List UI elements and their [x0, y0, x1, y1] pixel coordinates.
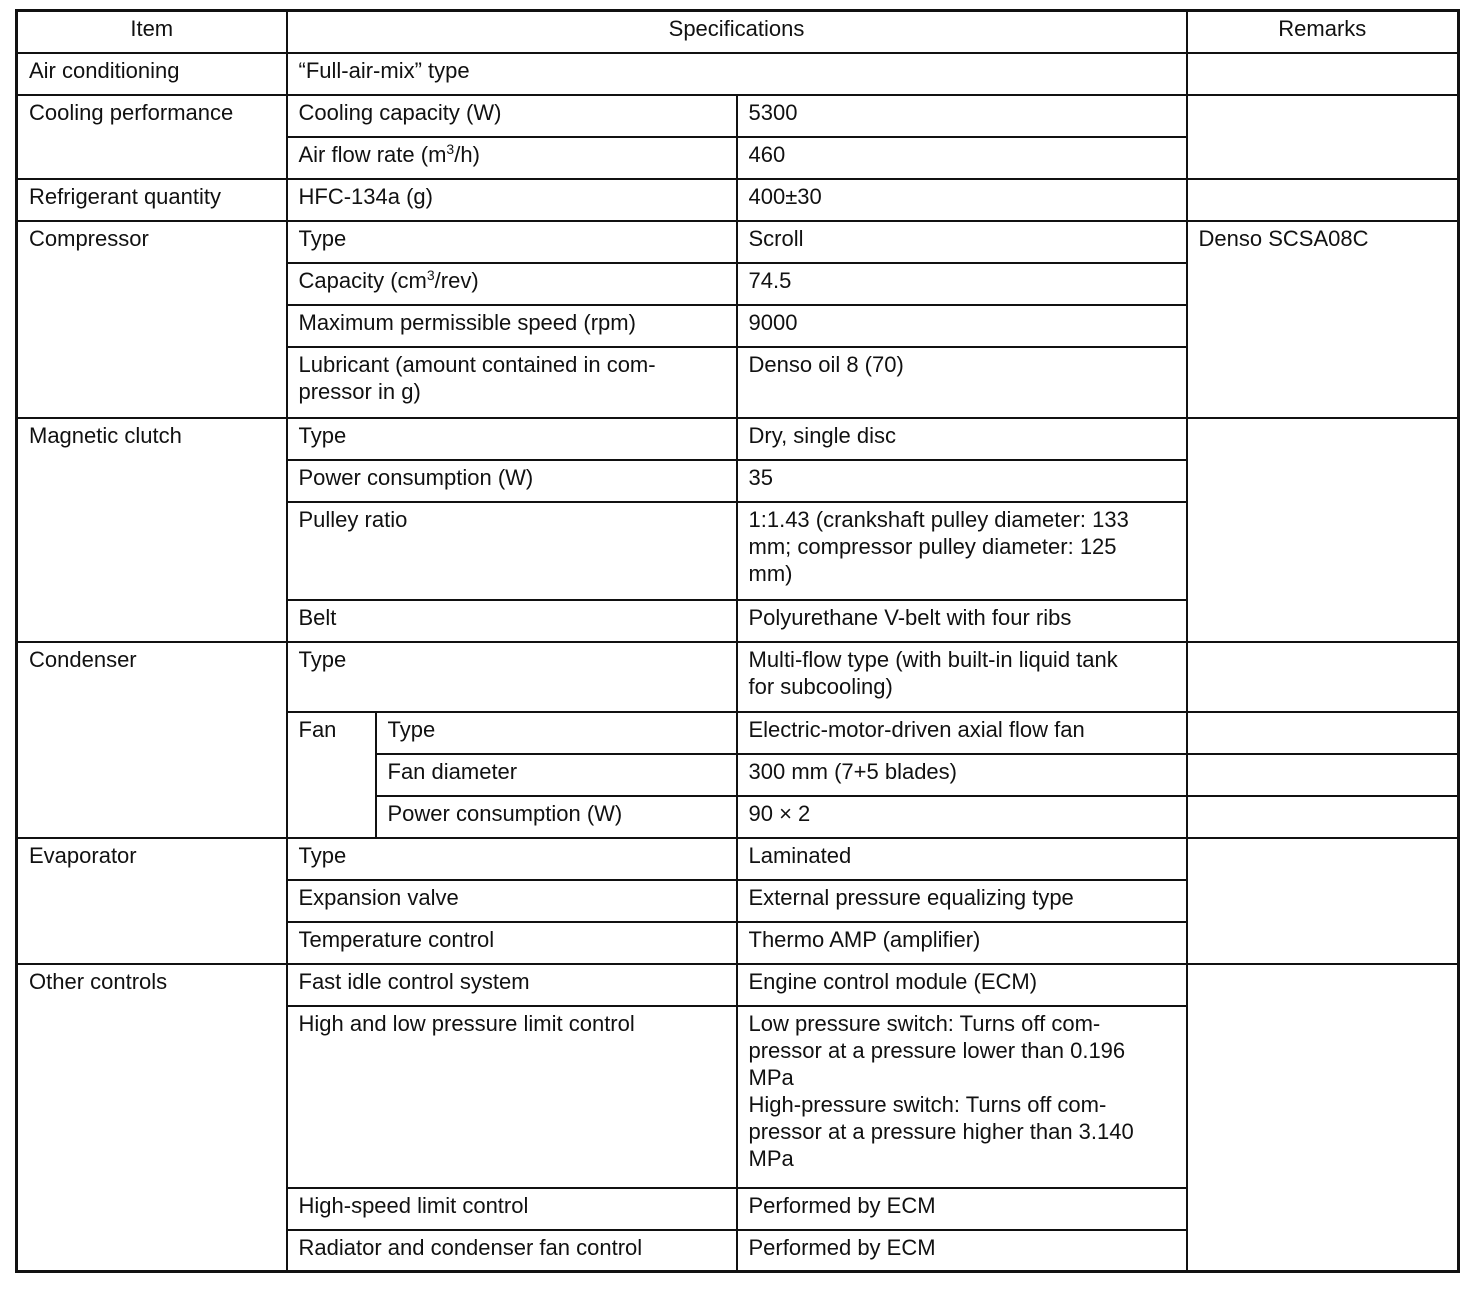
spec-label: Temperature control — [287, 922, 737, 964]
remarks-cell — [1187, 712, 1459, 754]
remarks-cell — [1187, 418, 1459, 642]
spec-value: Low pressure switch: Turns off com- pressor at a pressure lower than 0.196 MPa High-pressure switch: Turns off com- pressor at a pressure higher than 3.140 MPa — [737, 1006, 1187, 1188]
remarks-cell — [1187, 95, 1459, 179]
table-row — [17, 838, 1459, 880]
header-item: Item — [17, 11, 287, 53]
specifications-table — [15, 9, 1460, 1273]
spec-label: Maximum permissible speed (rpm) — [287, 305, 737, 347]
item-cell: Condenser — [17, 642, 287, 838]
remarks-cell — [1187, 179, 1459, 221]
remarks-cell — [1187, 754, 1459, 796]
spec-value: 90 × 2 — [737, 796, 1187, 838]
spec-label: Type — [287, 642, 737, 712]
remarks-cell — [1187, 796, 1459, 838]
spec-label: Lubricant (amount contained in com- pressor in g) — [287, 347, 737, 418]
table-row — [17, 964, 1459, 1006]
spec-cell: “Full-air-mix” type — [287, 53, 1187, 95]
remarks-cell: Denso SCSA08C — [1187, 221, 1459, 418]
spec-label: Type — [287, 418, 737, 460]
spec-value: 5300 — [737, 95, 1187, 137]
spec-label: Type — [287, 838, 737, 880]
spec-value: External pressure equalizing type — [737, 880, 1187, 922]
table-row — [17, 53, 1459, 95]
table-row — [17, 179, 1459, 221]
remarks-cell — [1187, 53, 1459, 95]
spec-label: Fast idle control system — [287, 964, 737, 1006]
spec-label: Type — [287, 221, 737, 263]
item-cell: Air conditioning — [17, 53, 287, 95]
spec-value: Dry, single disc — [737, 418, 1187, 460]
spec-value: 1:1.43 (crankshaft pulley diameter: 133 mm; compressor pulley diameter: 125 mm) — [737, 502, 1187, 600]
item-cell: Compressor — [17, 221, 287, 418]
spec-label — [287, 137, 737, 179]
spec-value: 35 — [737, 460, 1187, 502]
header-row — [17, 11, 1459, 53]
spec-label: Cooling capacity (W) — [287, 95, 737, 137]
item-cell: Magnetic clutch — [17, 418, 287, 642]
spec-value: Polyurethane V-belt with four ribs — [737, 600, 1187, 642]
spec-label — [287, 263, 737, 305]
label-text: /rev) — [434, 267, 479, 293]
spec-value: 460 — [737, 137, 1187, 179]
spec-value: Laminated — [737, 838, 1187, 880]
label-text: /h) — [454, 141, 480, 167]
spec-value: Multi-flow type (with built-in liquid tank for subcooling) — [737, 642, 1187, 712]
spec-label: Expansion valve — [287, 880, 737, 922]
table-row — [17, 95, 1459, 137]
spec-value: 400±30 — [737, 179, 1187, 221]
spec-label: Pulley ratio — [287, 502, 737, 600]
spec-label: Power consumption (W) — [287, 460, 737, 502]
spec-sublabel: Type — [376, 712, 737, 754]
spec-value: Scroll — [737, 221, 1187, 263]
spec-sublabel: Power consumption (W) — [376, 796, 737, 838]
remarks-cell — [1187, 642, 1459, 712]
spec-label: High-speed limit control — [287, 1188, 737, 1230]
spec-label: High and low pressure limit control — [287, 1006, 737, 1188]
superscript: 3 — [426, 266, 435, 283]
spec-value: 9000 — [737, 305, 1187, 347]
remarks-cell — [1187, 838, 1459, 964]
spec-label: Belt — [287, 600, 737, 642]
spec-value: Electric-motor-driven axial flow fan — [737, 712, 1187, 754]
remarks-cell — [1187, 964, 1459, 1272]
item-cell: Cooling performance — [17, 95, 287, 179]
spec-value: 300 mm (7+5 blades) — [737, 754, 1187, 796]
table-row — [17, 642, 1459, 712]
spec-value: Performed by ECM — [737, 1188, 1187, 1230]
label-text: Capacity (cm — [298, 267, 427, 293]
spec-value: Engine control module (ECM) — [737, 964, 1187, 1006]
spec-value: Denso oil 8 (70) — [737, 347, 1187, 418]
spec-label: Radiator and condenser fan control — [287, 1230, 737, 1272]
spec-value: Thermo AMP (amplifier) — [737, 922, 1187, 964]
spec-value: 74.5 — [737, 263, 1187, 305]
header-specifications: Specifications — [287, 11, 1187, 53]
item-cell: Other controls — [17, 964, 287, 1272]
table-row — [17, 221, 1459, 263]
spec-sublabel: Fan diameter — [376, 754, 737, 796]
spec-label: HFC-134a (g) — [287, 179, 737, 221]
item-cell: Refrigerant quantity — [17, 179, 287, 221]
spec-label: Fan — [287, 712, 376, 838]
header-remarks: Remarks — [1187, 11, 1459, 53]
label-text: Air flow rate (m — [298, 141, 447, 167]
table-row — [17, 418, 1459, 460]
item-cell: Evaporator — [17, 838, 287, 964]
spec-value: Performed by ECM — [737, 1230, 1187, 1272]
superscript: 3 — [446, 140, 455, 157]
